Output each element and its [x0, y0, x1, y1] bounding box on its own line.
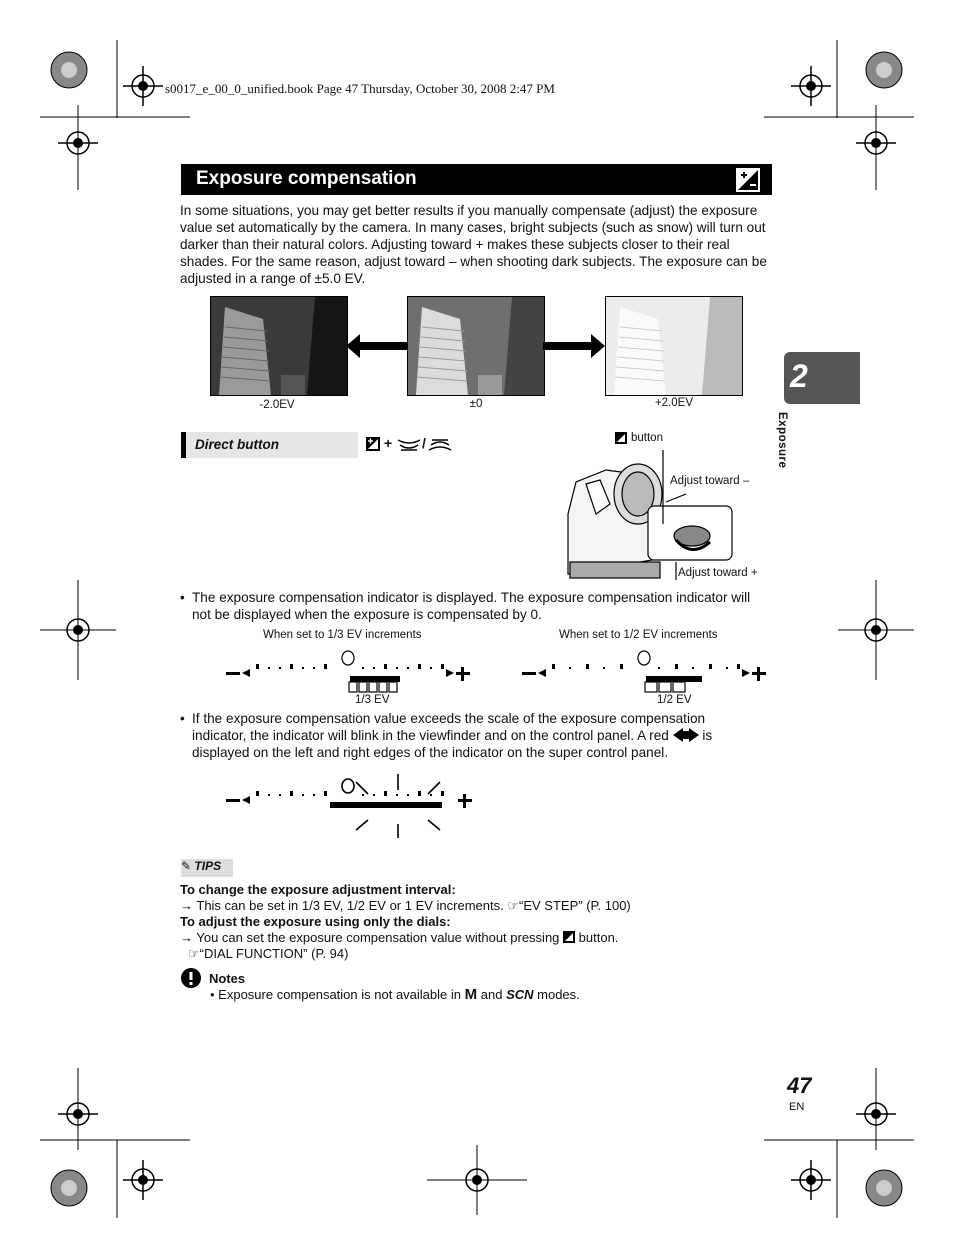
photo-minus-2ev [210, 296, 348, 396]
camera-button-label: button [631, 432, 663, 444]
tips-text-interval [180, 898, 631, 914]
bullet-overflow-text-a: If the exposure compensation value exceeds the scale of the exposure compensation indicator, the indicator will blink in the viewfinder and on the control panel. A red [192, 711, 706, 743]
language-code: EN [789, 1101, 805, 1113]
tips-heading-interval: To change the exposure adjustment interval: [180, 882, 456, 897]
indicator-scale-third [222, 648, 477, 696]
notes-text-b: and [480, 987, 503, 1002]
exposure-compensation-icon [736, 168, 760, 192]
intro-paragraph: In some situations, you may get better results if you manually compensate (adjust) the exposure value set automatically by the camera. In many cases, bright subjects (such as snow) will turn out darker than their natural colors. Adjusting toward + makes these subjects closer to their real shades. For the same reason, adjust toward – when shooting dark subjects. The exposure can be adjusted in a range of ±5.0 EV. [180, 203, 767, 286]
section-title: Exposure compensation [196, 168, 417, 189]
caption-plus-2ev: +2.0EV [654, 397, 694, 409]
page-number: 47 [787, 1073, 812, 1098]
arrow-left-icon [346, 334, 408, 358]
caption-minus-2ev: -2.0EV [259, 399, 295, 411]
indicator-scale-blinking [222, 770, 482, 842]
tips-text-dials-body: → You can set the exposure compensation value without pressing [180, 930, 560, 945]
tips-ref-dial-function: “DIAL FUNCTION” (P. 94) [199, 946, 349, 961]
indicator-heading-third: When set to 1/3 EV increments [263, 629, 422, 641]
caption-zero-ev: ±0 [469, 398, 483, 410]
notes-label: Notes [209, 971, 246, 986]
plus-sign: + [384, 435, 393, 451]
tips-icon: ✎ [181, 859, 192, 873]
chapter-label: Exposure [776, 412, 788, 469]
tips-heading-dials: To adjust the exposure using only the dials: [180, 914, 451, 929]
bullet-overflow-text-b: is [702, 728, 713, 743]
exposure-compensation-icon [366, 437, 380, 451]
chapter-number: 2 [790, 358, 808, 394]
sub-dial-icon [428, 438, 452, 452]
arrow-right-icon [543, 334, 605, 358]
direct-button-label: Direct button [195, 437, 279, 452]
adjust-minus-label: Adjust toward – [670, 475, 750, 487]
tips-ref-ev-step: “EV STEP” (P. 100) [519, 898, 631, 913]
notes-text-c: modes. [537, 987, 580, 1002]
bullet-dot: • [180, 711, 185, 726]
indicator-heading-half: When set to 1/2 EV increments [559, 629, 718, 641]
mode-m-icon: M [464, 986, 478, 1003]
book-header-line: s0017_e_00_0_unified.book Page 47 Thursday, October 30, 2008 2:47 PM [165, 81, 555, 96]
tips-label: TIPS [194, 859, 222, 873]
bullet-indicator-overflow [192, 710, 737, 761]
warning-icon [181, 968, 201, 988]
bullet-dot: • [180, 590, 185, 605]
tips-text-dials [180, 930, 618, 946]
photo-zero-ev [407, 296, 545, 396]
exposure-compensation-icon [615, 432, 627, 444]
indicator-scale-half [518, 648, 773, 696]
main-dial-icon [397, 438, 421, 452]
bullet-indicator-display: The exposure compensation indicator is displayed. The exposure compensation indicator will not be displayed when the exposure is compensated by 0. [192, 590, 751, 622]
reference-icon: ☞ [507, 898, 520, 913]
exposure-compensation-icon [563, 931, 575, 943]
notes-text: • Exposure compensation is not available in M and SCN modes. [210, 986, 580, 1003]
camera-diagram [566, 444, 766, 580]
tips-badge [181, 859, 233, 877]
photo-plus-2ev [605, 296, 743, 396]
tips-text-dials-tail: button. [578, 930, 619, 945]
adjust-plus-label: Adjust toward + [678, 567, 758, 579]
tips-ref-dial-function-line [188, 946, 348, 962]
tips-text-interval-body: → This can be set in 1/3 EV, 1/2 EV or 1 EV increments. [180, 898, 504, 913]
notes-text-a: Exposure compensation is not available in [218, 987, 461, 1002]
reference-icon: ☞ [188, 946, 200, 961]
mode-scn-icon: SCN [506, 987, 534, 1002]
red-arrow-icon [673, 728, 699, 742]
slash-sign: / [422, 435, 426, 451]
caption-half-ev: 1/2 EV [657, 694, 692, 706]
bullet-overflow-text-c: displayed on the left and right edges of the indicator on the super control panel. [192, 745, 669, 760]
caption-third-ev: 1/3 EV [355, 694, 390, 706]
